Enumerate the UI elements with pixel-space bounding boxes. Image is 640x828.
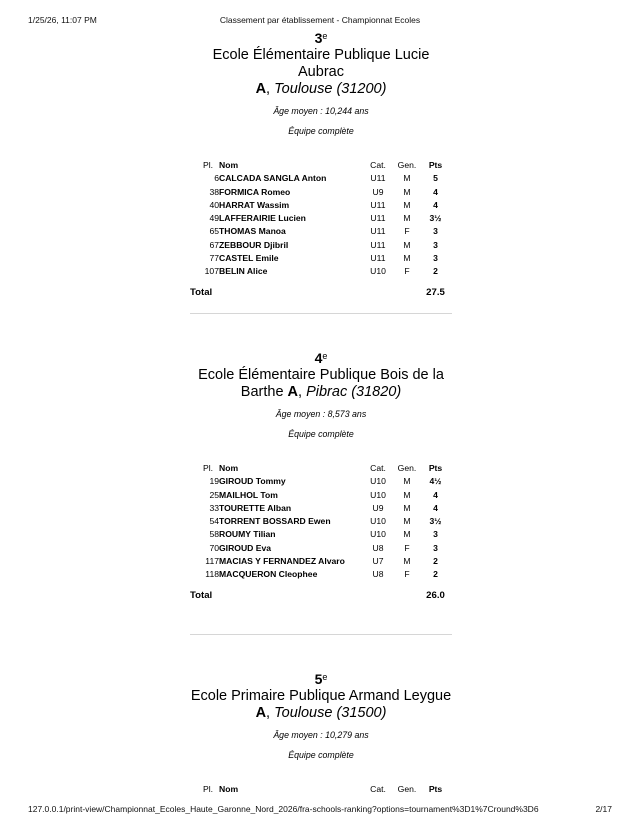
table-row [190,172,452,185]
section-divider [190,634,452,635]
player-name: CASTEL Emile [219,253,279,264]
school-name-text: Ecole Élémentaire Publique Bois de la Barthe [198,367,444,400]
player-place: 40 [209,199,219,210]
rank-number: 4 [314,350,323,366]
player-gender: M [403,529,411,540]
total-points: 26.0 [426,589,445,601]
section-divider [190,313,452,314]
col-header-pl: Pl. [202,463,213,473]
player-place: 65 [209,226,219,237]
school-section [190,350,452,602]
player-gender: M [403,199,411,210]
player-category: U10 [370,529,386,540]
rank-suffix: e [322,351,328,361]
player-gender: M [403,173,411,184]
page-number: 2/17 [595,804,612,814]
table-row [190,239,452,252]
player-place: 19 [209,476,219,487]
col-header-cat: Cat. [370,463,386,473]
player-points: 2 [433,556,438,567]
school-section [190,30,452,299]
col-header-pl: Pl. [202,784,213,794]
team-status: Équipe complète [288,750,354,760]
player-name: HARRAT Wassim [219,199,290,210]
table-header-row [190,462,452,475]
player-points: 3 [433,542,438,553]
rank-heading [190,30,452,46]
school-name: Ecole Élémentaire Publique Lucie Aubrac A, Toulouse (31200) [212,47,430,97]
table-row [190,252,452,265]
player-points: 4 [433,199,438,210]
player-name: LAFFERAIRIE Lucien [219,213,306,224]
print-document-title: Classement par établissement - Championnat Ecoles [219,15,421,25]
rank-number: 5 [314,671,323,687]
player-name: CALCADA SANGLA Anton [219,173,327,184]
total-row [190,582,452,602]
total-points: 27.5 [426,286,445,298]
player-place: 33 [209,502,219,513]
col-header-cat: Cat. [370,160,386,170]
player-name: MAILHOL Tom [219,489,278,500]
table-row [190,568,452,581]
school-name: Ecole Élémentaire Publique Bois de la Barthe A, Pibrac (31820) [198,367,444,400]
col-header-pts: Pts [428,160,443,170]
school-name-text: Ecole Élémentaire Publique Lucie Aubrac [212,47,430,80]
player-category: U10 [370,266,386,277]
school-name-text: Ecole Primaire Publique Armand Leygue [190,688,452,704]
player-gender: M [403,502,411,513]
rank-number: 3 [314,30,323,46]
player-category: U10 [370,516,386,527]
player-place: 38 [209,186,219,197]
table-row [190,555,452,568]
player-place: 6 [214,173,219,184]
table-header-row [190,159,452,172]
player-place: 118 [205,569,219,580]
player-points: 3½ [429,213,442,224]
player-place: 58 [209,529,219,540]
player-gender: M [403,489,411,500]
player-place: 67 [209,239,219,250]
school-team-letter: A [255,705,267,721]
table-header-row [190,783,452,796]
team-status: Équipe complète [288,126,354,136]
school-team-letter: A [287,384,299,400]
table-row [190,515,452,528]
average-age: Âge moyen : 10,244 ans [273,106,369,116]
table-row [190,475,452,488]
table-row [190,489,452,502]
player-name: MACIAS Y FERNANDEZ Alvaro [219,556,345,567]
player-name: BELIN Alice [219,266,268,277]
table-row [190,528,452,541]
col-header-cat: Cat. [370,784,386,794]
player-gender: M [403,239,411,250]
player-name: TOURETTE Alban [219,502,292,513]
col-header-pts: Pts [428,463,443,473]
player-category: U8 [372,542,384,553]
player-points: 3 [433,529,438,540]
player-points: 5 [433,173,438,184]
table-row [190,225,452,238]
player-place: 49 [209,213,219,224]
player-gender: M [403,516,411,527]
player-gender: F [404,569,410,580]
table-row [190,542,452,555]
player-points: 2 [433,266,438,277]
player-points: 3 [433,253,438,264]
school-name: Ecole Primaire Publique Armand Leygue A, Toulouse (31500) [190,688,452,721]
total-row [190,279,452,299]
team-status: Équipe complète [288,429,354,439]
player-points: 3½ [429,516,442,527]
average-age: Âge moyen : 8,573 ans [275,409,367,419]
col-header-pts: Pts [428,784,443,794]
total-label: Total [190,589,213,601]
player-points: 4½ [429,476,442,487]
player-points: 2 [433,569,438,580]
player-place: 25 [209,489,219,500]
player-category: U9 [372,502,384,513]
player-category: U9 [372,186,384,197]
player-place: 117 [205,556,219,567]
player-gender: F [404,542,410,553]
player-category: U8 [372,569,384,580]
player-category: U11 [370,173,386,184]
player-place: 107 [204,266,219,277]
player-category: U11 [370,213,386,224]
player-points: 3 [433,239,438,250]
players-table [190,159,452,299]
col-header-gen: Gen. [397,160,417,170]
player-category: U11 [370,199,386,210]
player-gender: M [403,213,411,224]
player-gender: F [404,266,410,277]
player-place: 77 [209,253,219,264]
player-points: 4 [433,186,438,197]
table-row [190,199,452,212]
total-label: Total [190,286,213,298]
rank-suffix: e [322,672,328,682]
rank-suffix: e [322,31,328,41]
col-header-name: Nom [219,784,239,794]
player-category: U7 [372,556,384,567]
player-points: 3 [433,226,438,237]
player-gender: M [403,253,411,264]
school-city: Toulouse (31500) [274,705,387,721]
table-row [190,265,452,278]
player-category: U10 [370,476,386,487]
rank-heading [190,671,452,687]
player-gender: F [404,226,410,237]
player-points: 4 [433,502,438,513]
player-category: U11 [370,253,386,264]
player-name: GIROUD Tommy [219,476,286,487]
player-place: 70 [209,542,219,553]
col-header-gen: Gen. [397,463,417,473]
player-name: FORMICA Romeo [219,186,291,197]
table-row [190,186,452,199]
school-city: Toulouse (31200) [274,81,387,97]
players-table [190,783,452,796]
player-name: THOMAS Manoa [219,226,286,237]
print-url: 127.0.0.1/print-view/Championnat_Ecoles_Haute_Garonne_Nord_2026/fra-schools-ranking?options=tournament%3D1%7Cround%3D6 [28,804,539,814]
player-name: ZEBBOUR Djibril [219,239,289,250]
player-name: MACQUERON Cleophee [219,569,318,580]
col-header-gen: Gen. [397,784,417,794]
player-name: GIROUD Eva [219,542,272,553]
player-name: ROUMY Tilian [219,529,276,540]
player-category: U11 [370,239,386,250]
players-table [190,462,452,602]
player-category: U11 [370,226,386,237]
average-age: Âge moyen : 10,279 ans [273,730,369,740]
col-header-name: Nom [219,463,239,473]
col-header-name: Nom [219,160,239,170]
col-header-pl: Pl. [202,160,213,170]
table-row [190,502,452,515]
player-name: TORRENT BOSSARD Ewen [219,516,331,527]
player-points: 4 [433,489,438,500]
school-city: Pibrac (31820) [306,384,402,400]
player-gender: M [403,186,411,197]
school-team-letter: A [255,81,267,97]
player-category: U10 [370,489,386,500]
player-gender: M [403,556,411,567]
rank-heading [190,350,452,366]
school-section [190,671,452,796]
print-datetime: 1/25/26, 11:07 PM [28,15,97,25]
player-place: 54 [209,516,219,527]
table-row [190,212,452,225]
player-gender: M [403,476,411,487]
